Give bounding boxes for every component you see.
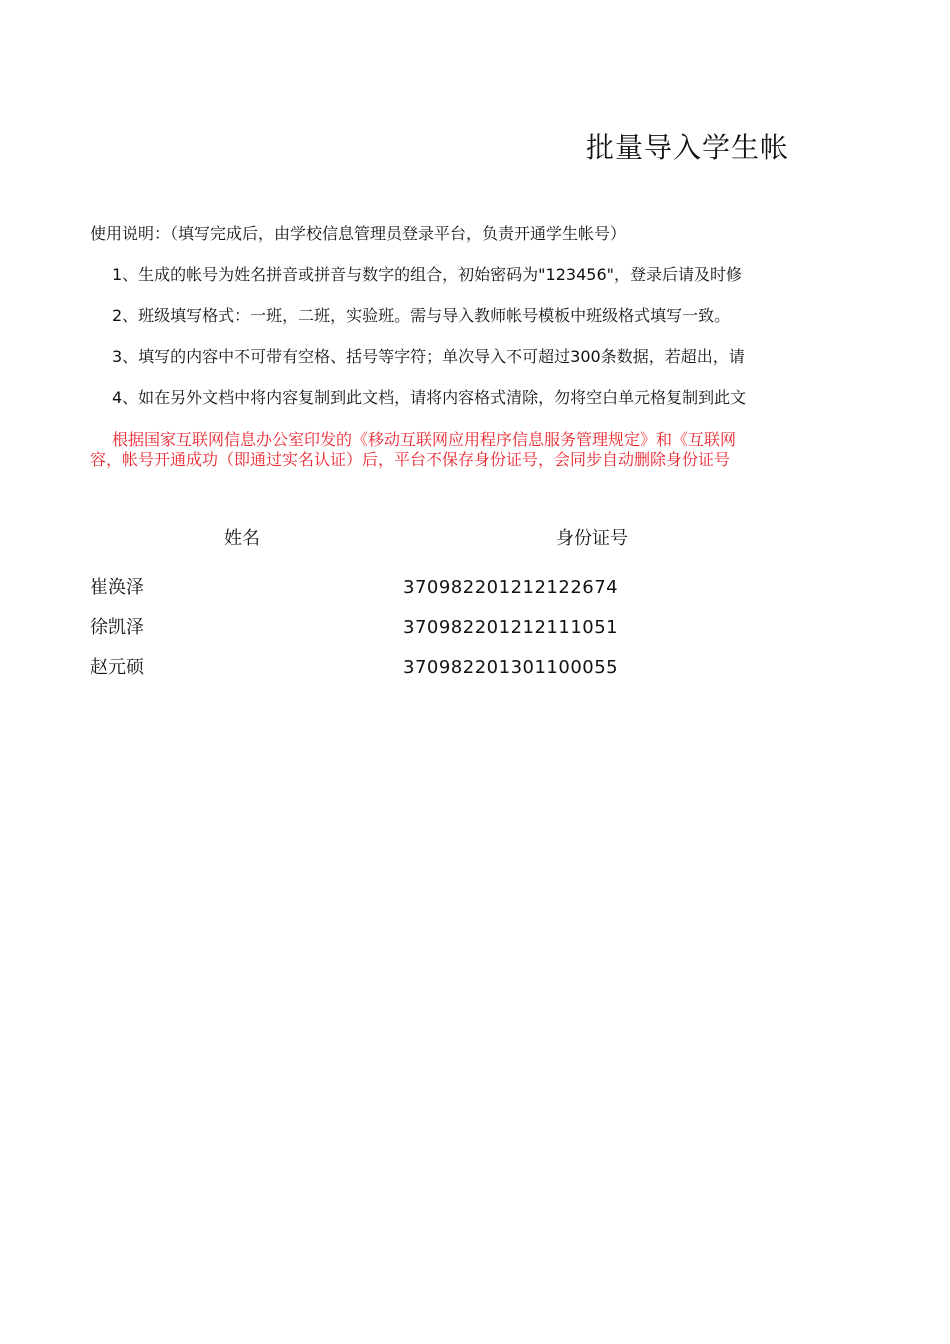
cell-name-row-2[interactable]: 徐凯泽 — [90, 617, 144, 638]
cell-name-row-3[interactable]: 赵元硕 — [90, 657, 144, 678]
instructions-region — [90, 110, 790, 490]
privacy-notice-line-1: 根据国家互联网信息办公室印发的《移动互联网应用程序信息服务管理规定》和《互联网 — [112, 430, 737, 449]
header-id-number: 身份证号 — [556, 528, 628, 549]
header-name: 姓名 — [224, 528, 260, 549]
instruction-1: 1、生成的帐号为姓名拼音或拼音与数字的组合，初始密码为"123456"，登录后请及时修 — [112, 265, 742, 284]
usage-intro: 使用说明：（填写完成后，由学校信息管理员登录平台，负责开通学生帐号） — [90, 224, 627, 243]
cell-name-row-1[interactable]: 崔涣泽 — [90, 577, 144, 598]
cell-id-row-3[interactable]: 370982201301100055 — [403, 657, 619, 678]
cell-id-row-2[interactable]: 370982201212111051 — [403, 617, 619, 638]
page-title: 批量导入学生帐 — [586, 131, 790, 164]
instruction-3: 3、填写的内容中不可带有空格、括号等字符；单次导入不可超过300条数据，若超出，请 — [112, 347, 745, 366]
privacy-notice-line-2: 容，帐号开通成功（即通过实名认证）后，平台不保存身份证号，会同步自动删除身份证号 — [90, 450, 731, 469]
instruction-2: 2、班级填写格式：一班，二班，实验班。需与导入教师帐号模板中班级格式填写一致。 — [112, 306, 731, 325]
instruction-4: 4、如在另外文档中将内容复制到此文档，请将内容格式清除，勿将空白单元格复制到此文 — [112, 388, 747, 407]
cell-id-row-1[interactable]: 370982201212122674 — [403, 577, 619, 598]
